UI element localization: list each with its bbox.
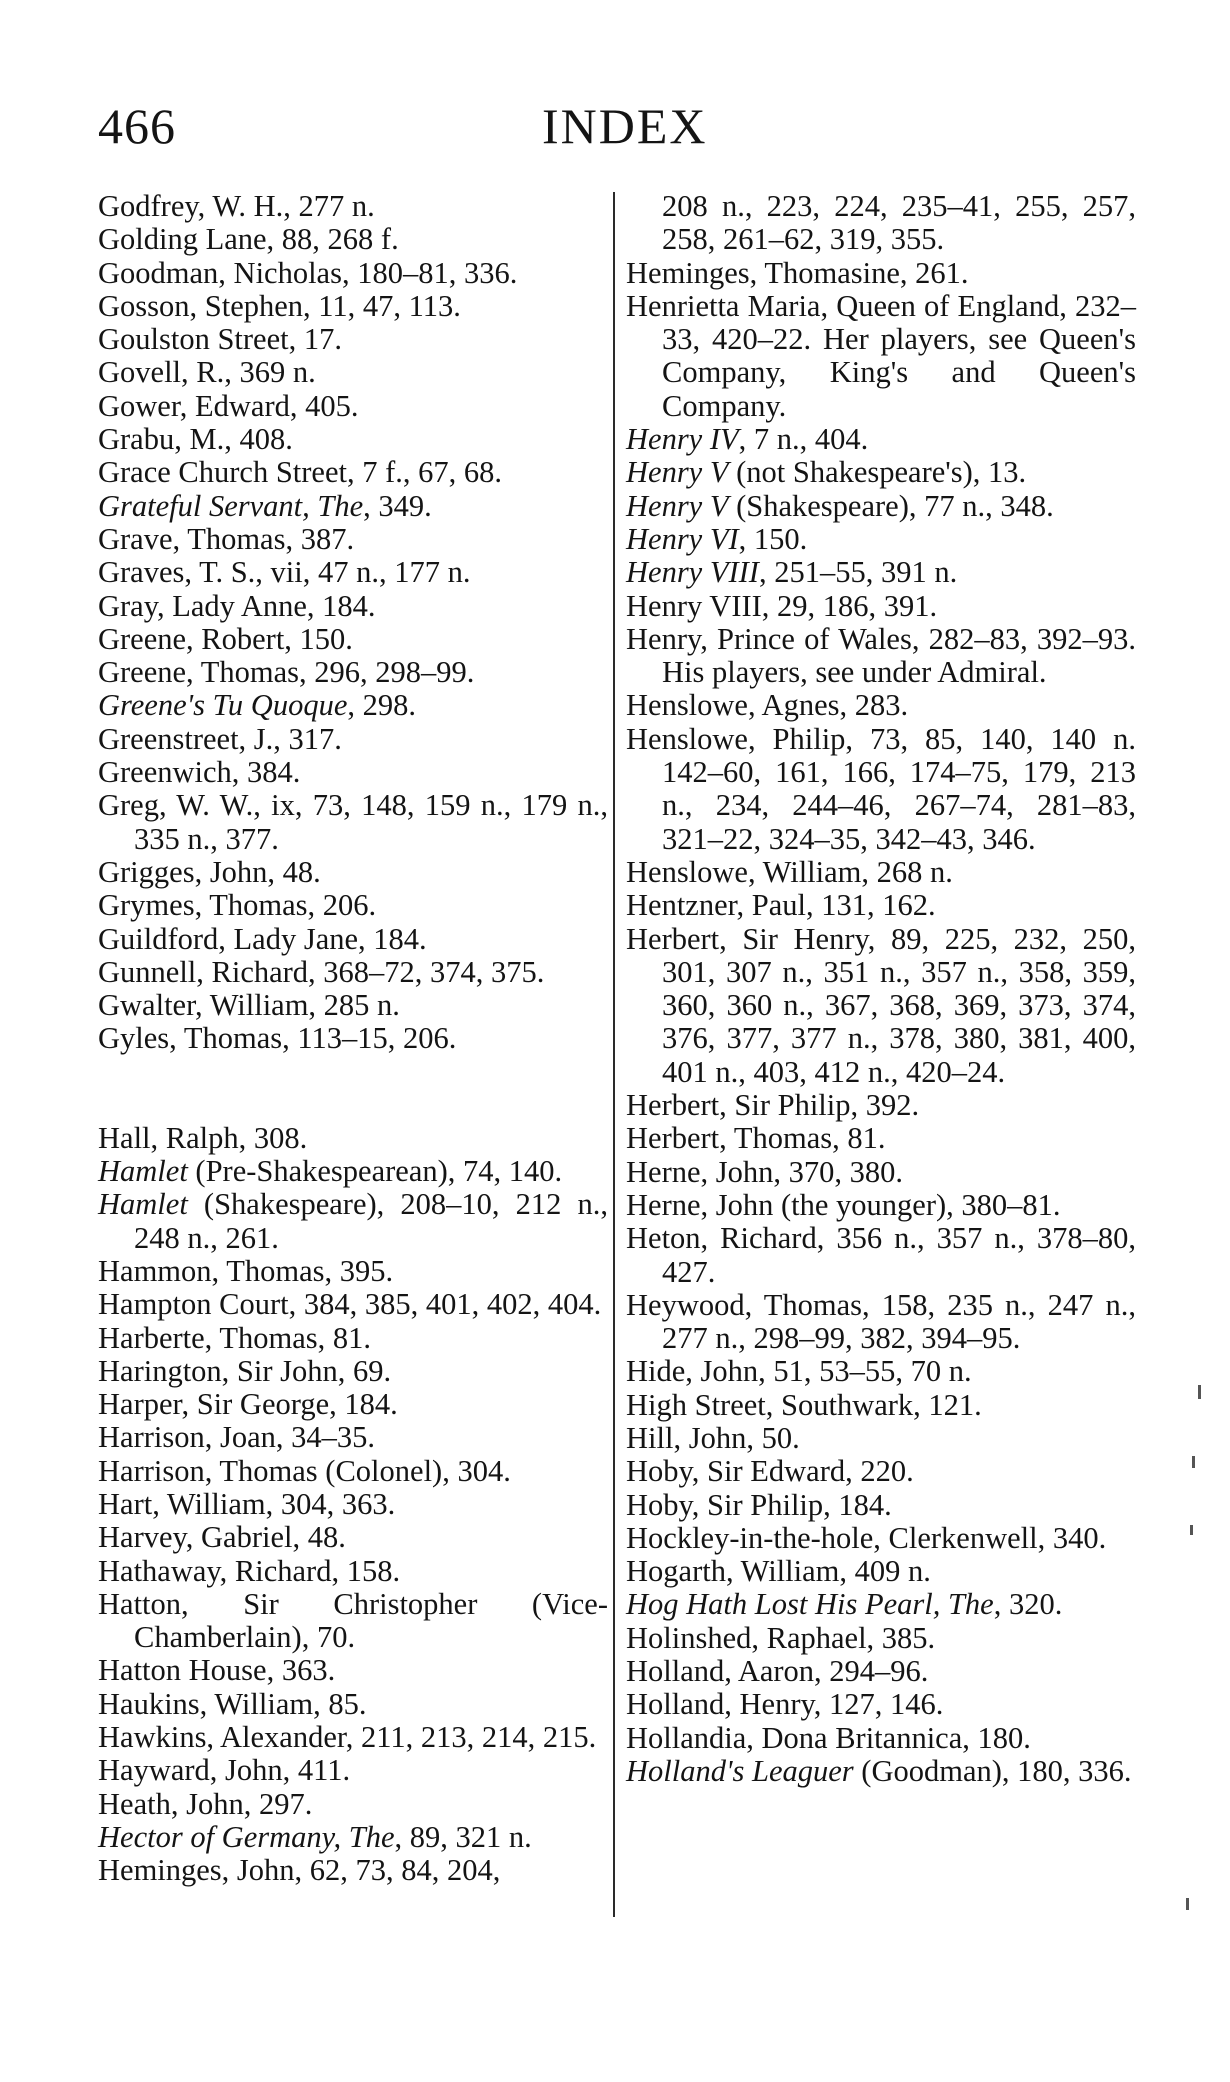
entry-text: , 89, 321 n. [394, 1819, 532, 1854]
entry-text: Hatton, Sir Christopher (Vice-Chamberlain), 70. [98, 1586, 608, 1655]
entry-title: Hamlet [98, 1187, 188, 1222]
index-entry [98, 1455, 608, 1488]
index-entry [626, 556, 1136, 589]
index-entry [626, 1722, 1136, 1755]
index-entry [626, 1422, 1136, 1455]
entry-text: Golding Lane, 88, 268 f. [98, 222, 399, 257]
index-column-left [98, 190, 608, 1888]
entry-text: Henslowe, Philip, 73, 85, 140, 140 n. 142–60, 161, 166, 174–75, 179, 213 n., 234, 244–46, 267–74, 281–83, 321–22, 324–35, 342–43, 346. [626, 721, 1136, 856]
column-divider [613, 192, 615, 1917]
entry-text: Herbert, Sir Philip, 392. [626, 1088, 920, 1123]
index-entry [626, 1389, 1136, 1422]
entry-title: Henry VI [626, 521, 739, 556]
entry-text: High Street, Southwark, 121. [626, 1387, 982, 1422]
entry-text: Heywood, Thomas, 158, 235 n., 247 n., 277 n., 298–99, 382, 394–95. [626, 1287, 1136, 1356]
entry-text: (Goodman), 180, 336. [853, 1753, 1132, 1788]
entry-text: Goulston Street, 17. [98, 322, 342, 357]
entry-text: Hollandia, Dona Britannica, 180. [626, 1720, 1031, 1755]
index-entry [98, 656, 608, 689]
entry-text: Hampton Court, 384, 385, 401, 402, 404. [98, 1287, 602, 1322]
entry-text: Heminges, Thomasine, 261. [626, 255, 969, 290]
entry-text: Hentzner, Paul, 131, 162. [626, 888, 936, 923]
entry-text: Gray, Lady Anne, 184. [98, 588, 376, 623]
entry-text: Holland, Henry, 127, 146. [626, 1687, 944, 1722]
entry-text: Harper, Sir George, 184. [98, 1387, 398, 1422]
index-entry [98, 290, 608, 323]
entry-text: Harrison, Thomas (Colonel), 304. [98, 1453, 511, 1488]
index-entry [626, 523, 1136, 556]
index-entry [626, 1189, 1136, 1222]
index-entry [98, 1488, 608, 1521]
index-entry [98, 1421, 608, 1454]
page-number: 466 [98, 98, 176, 154]
index-entry [98, 1788, 608, 1821]
entry-title: Hamlet [98, 1154, 188, 1189]
index-entry [98, 257, 608, 290]
index-entry [626, 590, 1136, 623]
entry-text: Grace Church Street, 7 f., 67, 68. [98, 455, 503, 490]
entry-text: Hayward, John, 411. [98, 1753, 351, 1788]
margin-mark [1198, 1385, 1201, 1399]
entry-text: Greenwich, 384. [98, 755, 301, 790]
index-entry [626, 723, 1136, 856]
entry-text: , 298. [347, 688, 416, 723]
entry-text: Govell, R., 369 n. [98, 355, 316, 390]
entry-text: Heminges, John, 62, 73, 84, 204, [98, 1853, 501, 1888]
entry-text: Goodman, Nicholas, 180–81, 336. [98, 255, 518, 290]
entry-title: Henry V [626, 455, 729, 490]
index-column-right [626, 190, 1136, 1788]
index-entry [626, 423, 1136, 456]
entry-text: Greene, Robert, 150. [98, 621, 353, 656]
entry-title: Henry VIII [626, 555, 759, 590]
entry-text: Gosson, Stephen, 11, 47, 113. [98, 288, 461, 323]
entry-text: , 7 n., 404. [738, 422, 869, 457]
index-entry [98, 1255, 608, 1288]
index-entry [98, 1588, 608, 1655]
index-entry [626, 1122, 1136, 1155]
index-entry [98, 1322, 608, 1355]
index-entry [626, 623, 1136, 690]
entry-text: (Pre-Shakespearean), 74, 140. [187, 1154, 563, 1189]
index-entry [626, 923, 1136, 1089]
index-entry [98, 490, 608, 523]
index-entry [98, 1388, 608, 1421]
entry-text: , 349. [363, 488, 432, 523]
entry-text: Hogarth, William, 409 n. [626, 1554, 931, 1589]
index-entry [98, 223, 608, 256]
entry-text: Grabu, M., 408. [98, 422, 293, 457]
index-entry [626, 1588, 1136, 1621]
entry-text: Henry VIII, 29, 186, 391. [626, 588, 938, 623]
entry-text: Holland, Aaron, 294–96. [626, 1654, 929, 1689]
entry-text: 208 n., 223, 224, 235–41, 255, 257, 258, 261–62, 319, 355. [662, 189, 1136, 257]
entry-text: Heton, Richard, 356 n., 357 n., 378–80, 427. [626, 1221, 1136, 1289]
index-entry [98, 923, 608, 956]
index-entry [98, 190, 608, 223]
index-entry [626, 1555, 1136, 1588]
index-entry [98, 989, 608, 1022]
index-entry [98, 756, 608, 789]
entry-text: Godfrey, W. H., 277 n. [98, 189, 375, 223]
entry-text: Hart, William, 304, 363. [98, 1486, 396, 1521]
index-entry [626, 1688, 1136, 1721]
index-entry [98, 1022, 608, 1055]
index-entry [98, 956, 608, 989]
entry-text: Hatton House, 363. [98, 1653, 336, 1688]
index-entry [98, 556, 608, 589]
entry-text: Greg, W. W., ix, 73, 148, 159 n., 179 n., 335 n., 377. [98, 788, 608, 856]
index-entry [98, 1654, 608, 1687]
entry-text: Harington, Sir John, 69. [98, 1353, 392, 1388]
entry-text: Gwalter, William, 285 n. [98, 988, 400, 1023]
index-entry [98, 1155, 608, 1188]
index-entry [98, 1521, 608, 1554]
index-entry [98, 423, 608, 456]
section-gap [98, 1056, 608, 1122]
index-entry [626, 689, 1136, 722]
entry-text: Herne, John (the younger), 380–81. [626, 1187, 1061, 1222]
index-entry [98, 323, 608, 356]
entry-title: Henry IV [626, 422, 739, 457]
entry-text: Henrietta Maria, Queen of England, 232–33, 420–22. Her players, see Queen's Company, King's and Queen's Company. [626, 288, 1136, 423]
index-entry [98, 623, 608, 656]
index-entry [98, 689, 608, 722]
index-entry [626, 190, 1136, 257]
entry-text: (not Shakespeare's), 13. [728, 455, 1027, 490]
index-entry [98, 856, 608, 889]
entry-text: Heath, John, 297. [98, 1786, 313, 1821]
index-entry [626, 1522, 1136, 1555]
entry-text: Harberte, Thomas, 81. [98, 1320, 372, 1355]
index-entry [626, 889, 1136, 922]
entry-text: Hawkins, Alexander, 211, 213, 214, 215. [98, 1720, 597, 1755]
entry-text: , 251–55, 391 n. [758, 555, 958, 590]
entry-text: Guildford, Lady Jane, 184. [98, 921, 427, 956]
entry-text: Greene, Thomas, 296, 298–99. [98, 655, 475, 690]
entry-text: Herne, John, 370, 380. [626, 1154, 904, 1189]
index-entry [98, 390, 608, 423]
entry-text: Henslowe, William, 268 n. [626, 854, 953, 889]
entry-text: Hathaway, Richard, 158. [98, 1553, 401, 1588]
index-entry [98, 1555, 608, 1588]
entry-text: Henslowe, Agnes, 283. [626, 688, 909, 723]
entry-text: Hammon, Thomas, 395. [98, 1253, 394, 1288]
entry-title: Hector of Germany, The [98, 1819, 395, 1854]
index-entry [98, 590, 608, 623]
index-entry [98, 723, 608, 756]
entry-title: Henry V [626, 488, 729, 523]
entry-text: Holinshed, Raphael, 385. [626, 1620, 936, 1655]
entry-text: Gyles, Thomas, 113–15, 206. [98, 1021, 457, 1056]
entry-title: Greene's Tu Quoque [98, 688, 348, 723]
index-entry [98, 456, 608, 489]
index-entry [626, 1455, 1136, 1488]
entry-text: , 150. [738, 521, 808, 556]
index-entry [626, 1489, 1136, 1522]
entry-text: Grave, Thomas, 387. [98, 521, 355, 556]
index-entry [98, 1754, 608, 1787]
index-entry [626, 1755, 1136, 1788]
entry-text: (Shakespeare), 208–10, 212 n., 248 n., 261. [134, 1187, 608, 1255]
margin-mark [1192, 1456, 1195, 1468]
index-entry [98, 1721, 608, 1754]
entry-text: Gower, Edward, 405. [98, 388, 359, 423]
entry-text: Hall, Ralph, 308. [98, 1120, 308, 1155]
index-entry [626, 1622, 1136, 1655]
entry-text: Grigges, John, 48. [98, 854, 321, 889]
entry-text: Harrison, Joan, 34–35. [98, 1420, 376, 1455]
entry-text: Gunnell, Richard, 368–72, 374, 375. [98, 954, 545, 989]
entry-text: Harvey, Gabriel, 48. [98, 1520, 346, 1555]
index-entry [98, 1355, 608, 1388]
index-entry [98, 889, 608, 922]
page-title: INDEX [542, 98, 708, 154]
index-entry [98, 1122, 608, 1155]
margin-mark [1186, 1898, 1189, 1910]
entry-text: Haukins, William, 85. [98, 1686, 367, 1721]
index-entry [626, 257, 1136, 290]
index-entry [98, 1821, 608, 1854]
entry-text: Herbert, Thomas, 81. [626, 1121, 886, 1156]
entry-text: Hockley-in-the-hole, Clerkenwell, 340. [626, 1520, 1107, 1555]
index-entry [626, 1089, 1136, 1122]
index-entry [626, 1156, 1136, 1189]
entry-text: Hoby, Sir Edward, 220. [626, 1454, 914, 1489]
index-entry [626, 490, 1136, 523]
index-entry [98, 356, 608, 389]
entry-text: Hill, John, 50. [626, 1420, 800, 1455]
index-entry [626, 1222, 1136, 1289]
entry-text: Hoby, Sir Philip, 184. [626, 1487, 892, 1522]
entry-text: Graves, T. S., vii, 47 n., 177 n. [98, 555, 471, 590]
index-entry [626, 856, 1136, 889]
entry-title: Grateful Servant, The [98, 488, 364, 523]
index-entry [626, 1655, 1136, 1688]
index-entry [626, 1289, 1136, 1356]
index-entry [626, 290, 1136, 423]
index-entry [626, 456, 1136, 489]
index-entry [98, 1854, 608, 1887]
entry-text: Hide, John, 51, 53–55, 70 n. [626, 1354, 972, 1389]
entry-text: Henry, Prince of Wales, 282–83, 392–93. His players, see under Admiral. [626, 621, 1136, 690]
entry-title: Hog Hath Lost His Pearl, The [626, 1587, 994, 1622]
entry-title: Holland's Leaguer [626, 1753, 854, 1788]
entry-text: Grymes, Thomas, 206. [98, 888, 377, 923]
index-entry [98, 789, 608, 856]
index-entry [98, 1688, 608, 1721]
index-entry [98, 523, 608, 556]
entry-text: Greenstreet, J., 317. [98, 721, 342, 756]
entry-text: Herbert, Sir Henry, 89, 225, 232, 250, 301, 307 n., 351 n., 357 n., 358, 359, 360, 360 n., 367, 368, 369, 373, 374, 376, 377, 377 n., 378, 380, 381, 400, 401 n., 403, 412 n., 420–24. [626, 921, 1136, 1089]
entry-text: (Shakespeare), 77 n., 348. [728, 488, 1054, 523]
index-entry [98, 1188, 608, 1255]
index-entry [626, 1355, 1136, 1388]
entry-text: , 320. [993, 1587, 1063, 1622]
index-entry [98, 1288, 608, 1321]
margin-mark [1190, 1525, 1193, 1535]
